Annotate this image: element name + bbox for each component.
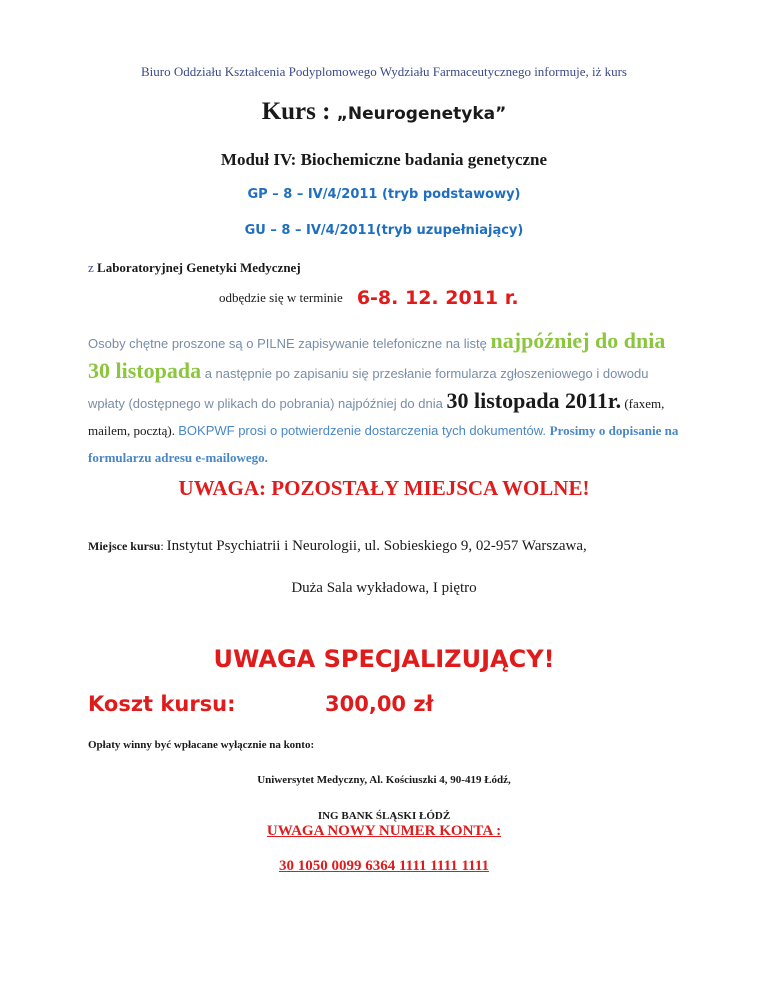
location-address: Instytut Psychiatrii i Neurologii, ul. Sobieskiego 9, 02-957 Warszawa,: [166, 538, 587, 554]
registration-delivery-methods: (faxem, mailem, pocztą).: [88, 396, 665, 438]
term-label: odbędzie się w terminie: [219, 290, 343, 305]
registration-confirmation-note: BOKPWF prosi o potwierdzenie dostarczenia tych dokumentów.: [178, 423, 550, 438]
new-account-notice: UWAGA NOWY NUMER KONTA :: [266, 823, 502, 839]
account-number: 30 1050 0099 6364 1111 1111 1111: [278, 858, 490, 874]
course-title-prefix: Kurs :: [261, 98, 337, 125]
course-title: [0, 98, 768, 126]
intro-text: Biuro Oddziału Kształcenia Podyplomowego Wydziału Farmaceutycznego informuje, iż kurs: [141, 64, 627, 79]
specialist-notice: UWAGA SPECJALIZUJĄCY!: [213, 645, 555, 673]
payment-bank: ING BANK ŚLĄSKI ŁÓDŹ: [317, 810, 451, 822]
lab-prefix: z: [88, 260, 98, 275]
course-title-name: „Neurogenetyka”: [336, 104, 507, 124]
course-code-supplementary: GU – 8 – IV/4/2011(tryb uzupełniający): [244, 223, 524, 238]
course-code-basic: GP – 8 – IV/4/2011 (tryb podstawowy): [247, 187, 521, 202]
payment-university: Uniwersytet Medyczny, Al. Kościuszki 4, 90-419 Łódź,: [257, 774, 511, 786]
registration-deadline-2: 30 listopada 2011r.: [446, 388, 622, 413]
lab-line: [88, 260, 301, 276]
term-date: 6-8. 12. 2011 r.: [356, 287, 519, 309]
module-title: Moduł IV: Biochemiczne badania genetyczne: [220, 150, 548, 169]
cost-value: 300,00 zł: [325, 692, 434, 716]
registration-paragraph: [88, 327, 688, 471]
places-available-notice: UWAGA: POZOSTAŁY MIEJSCA WOLNE!: [178, 476, 590, 500]
lab-name: Laboratoryjnej Genetyki Medycznej: [97, 260, 301, 275]
registration-email-note: Prosimy o dopisanie na formularzu adresu e-mailowego.: [88, 423, 679, 465]
location-line: [88, 537, 587, 555]
registration-text-1: Osoby chętne proszone są o PILNE zapisywanie telefoniczne na listę: [88, 336, 491, 351]
location-separator: :: [160, 539, 167, 553]
registration-deadline-1: najpóźniej do dnia 30 listopada: [88, 328, 666, 383]
cost-label: Koszt kursu:: [88, 692, 236, 716]
term-line: [219, 287, 519, 309]
location-label: Miejsce kursu: [88, 539, 161, 553]
registration-text-2: a następnie po zapisaniu się przesłanie formularza zgłoszeniowego i dowodu wpłaty (dostępnego w plikach do pobrania) najpóźniej do dnia: [88, 366, 649, 411]
payment-intro: Opłaty winny być wpłacane wyłącznie na konto:: [88, 739, 315, 751]
location-room: Duża Sala wykładowa, I piętro: [291, 580, 477, 596]
